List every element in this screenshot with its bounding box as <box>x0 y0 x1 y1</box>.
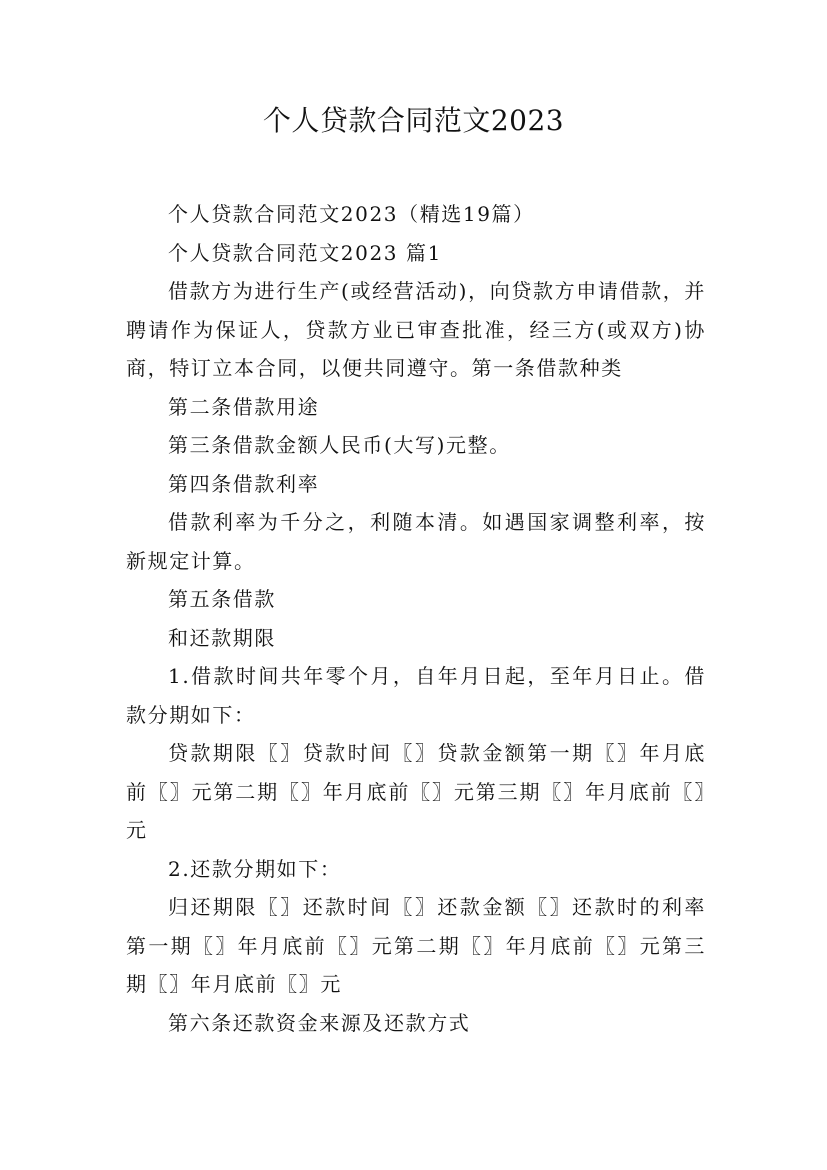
paragraph-article-4: 第四条借款利率 <box>168 471 320 496</box>
paragraph-article-6: 第六条还款资金来源及还款方式 <box>168 1010 471 1035</box>
paragraph-repayment-schedule: 归还期限〖〗还款时间〖〗还款金额〖〗还款时的利率第一期〖〗年月底前〖〗元第二期〖〗年月底前〖〗元第三期〖〗年月底前〖〗元 <box>126 895 706 996</box>
paragraph-section-heading: 个人贷款合同范文2023 篇1 <box>168 240 442 265</box>
paragraph-loan-period: 1.借款时间共年零个月，自年月日起，至年月日止。借款分期如下： <box>126 664 706 727</box>
paragraph-interest-rate: 借款利率为千分之，利随本清。如遇国家调整利率，按新规定计算。 <box>126 510 706 573</box>
document-title: 个人贷款合同范文2023 <box>262 104 565 137</box>
document-body <box>126 195 706 1042</box>
paragraph-article-3: 第三条借款金额人民币(大写)元整。 <box>168 433 511 457</box>
paragraph-article-5: 第五条借款 <box>168 587 276 611</box>
paragraph-article-2: 第二条借款用途 <box>168 394 320 419</box>
paragraph-preamble: 借款方为进行生产(或经营活动)，向贷款方申请借款，并聘请作为保证人，贷款方业已审查批准，经三方(或双方)协商，特订立本合同，以便共同遵守。第一条借款种类 <box>126 279 706 380</box>
paragraph-repayment-heading: 2.还款分期如下： <box>168 856 342 881</box>
paragraph-loan-schedule: 贷款期限〖〗贷款时间〖〗贷款金额第一期〖〗年月底前〖〗元第二期〖〗年月底前〖〗元第三期〖〗年月底前〖〗元 <box>126 741 706 842</box>
paragraph-repayment-term: 和还款期限 <box>168 625 276 650</box>
paragraph-subtitle: 个人贷款合同范文2023（精选19篇） <box>168 202 535 226</box>
